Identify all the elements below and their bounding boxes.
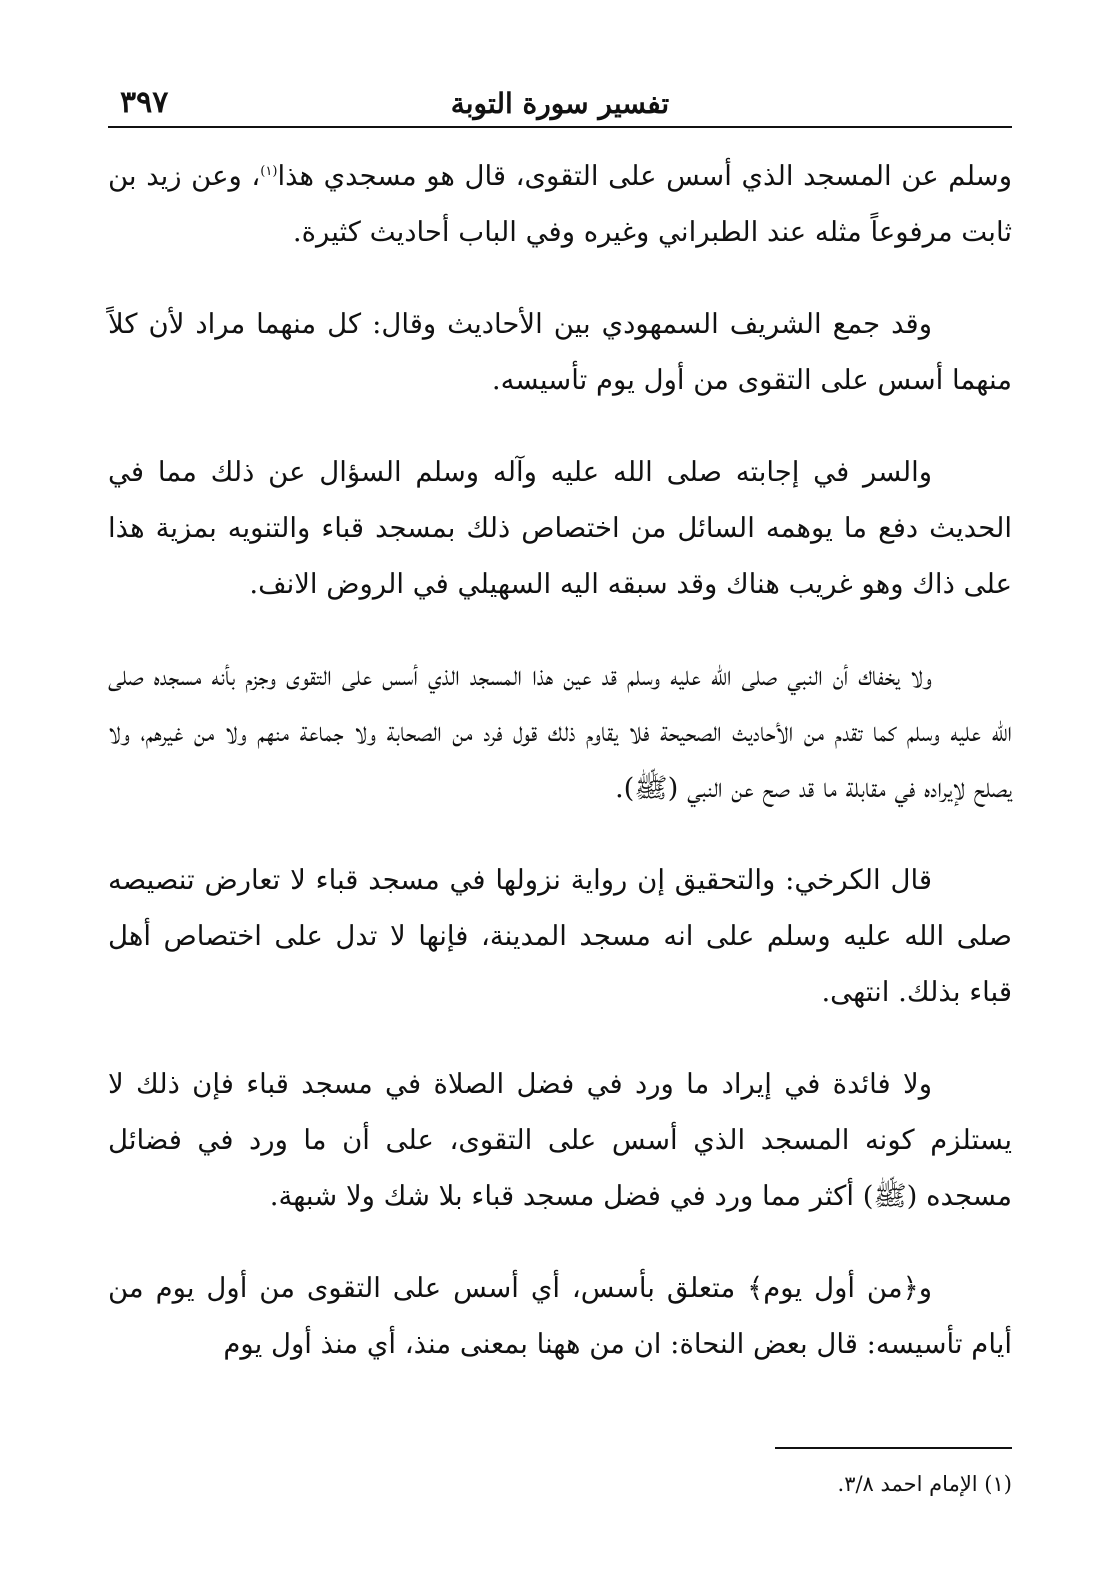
paragraph-1-text-continued: ، وعن زيد بن ثابت مرفوعاً مثله عند الطبراني وغيره وفي الباب أحاديث كثيرة.: [108, 160, 1012, 248]
paragraph-1-text: وسلم عن المسجد الذي أسس على التقوى، قال هو مسجدي هذا: [277, 160, 1012, 192]
paragraph-5: قال الكرخي: والتحقيق إن رواية نزولها في مسجد قباء لا تعارض تنصيصه صلى الله عليه وسلم على انه مسجد المدينة، فإنها لا تدل على اختصاص أهل قباء بذلك. انتهى.: [108, 864, 1012, 1008]
paragraph-6: ولا فائدة في إيراد ما ورد في فضل الصلاة في مسجد قباء فإن ذلك لا يستلزم كونه المسجد الذي أسس على التقوى، على أن ما ورد في فضائل مسجده (ﷺ) أكثر مما ورد في فضل مسجد قباء بلا شك ولا شبهة.: [108, 1068, 1012, 1212]
paragraph-7: و﴿من أول يوم﴾ متعلق بأسس، أي أسس على التقوى من أول يوم من أيام تأسيسه: قال بعض النحاة: ان من ههنا بمعنى منذ، أي منذ أول يوم: [108, 1272, 1012, 1360]
footnote-reference: (١): [260, 163, 278, 179]
paragraph-4: ولا يخفاك أن النبي صلى الله عليه وسلم قد عين هذا المسجد الذي أسس على التقوى وجزم بأنه مسجده صلى الله عليه وسلم كما تقدم من الأحاديث الصحيحة فلا يقاوم ذلك قول فرد من الصحابة ولا جماعة منهم ولا من غيرهم، ولا يصلح لإيراده في مقابلة ما قد صح عن النبي (ﷺ).: [108, 660, 1012, 804]
body-text: [108, 148, 1012, 1372]
paragraph-1: [108, 148, 1012, 260]
page-header: [108, 84, 1012, 128]
running-title: تفسير سورة التوبة: [450, 87, 670, 120]
footnote: (١) الإمام احمد ٣/٨.: [837, 1472, 1012, 1496]
footnote-separator: [775, 1447, 1012, 1449]
paragraph-3: والسر في إجابته صلى الله عليه وآله وسلم السؤال عن ذلك مما في الحديث دفع ما يوهمه السائل من اختصاص ذلك بمسجد قباء والتنويه بمزية هذا على ذاك وهو غريب هناك وقد سبقه اليه السهيلي في الروض الانف.: [108, 456, 1012, 600]
paragraph-2: وقد جمع الشريف السمهودي بين الأحاديث وقال: كل منهما مراد لأن كلاً منهما أسس على التقوى من أول يوم تأسيسه.: [108, 308, 1012, 396]
page-number: ٣٩٧: [120, 85, 169, 120]
